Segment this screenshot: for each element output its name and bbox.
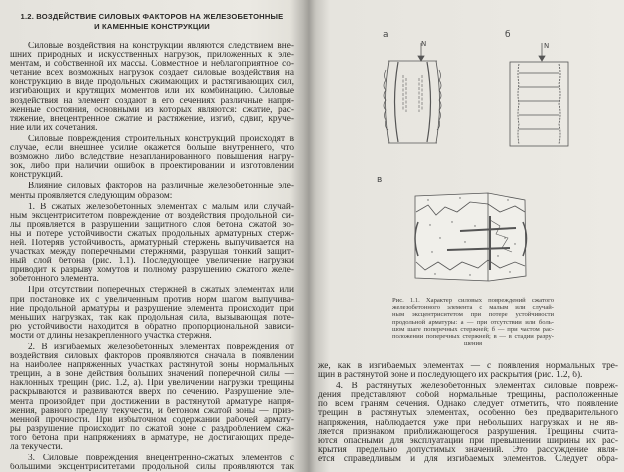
text-line: на наиболее напряженных участках растянутой зоны нормальных bbox=[10, 361, 294, 371]
text-line: менты проявляется следующим образом: bbox=[10, 191, 173, 201]
figure-drawings bbox=[320, 0, 620, 300]
text-line: возможно либо вследствие незапланированного повышения нагру- bbox=[10, 153, 294, 163]
paragraph bbox=[10, 286, 294, 341]
text-line: зобетонного элемента. bbox=[10, 275, 99, 285]
drawing-v-failure-stage bbox=[415, 193, 527, 281]
force-label-a: N bbox=[421, 40, 427, 48]
text-line: же, как в изгибаемых элементах — с появления нормальных тре- bbox=[318, 362, 618, 371]
text-line: дения представляют собой нормальные трещины, расположенные bbox=[318, 391, 618, 401]
text-line: При отсутствии поперечных стержней в сжатых элементах или bbox=[28, 286, 294, 296]
text-line: ние продольной арматуры и разрушение элемента происходит при bbox=[10, 304, 294, 314]
text-line: ментам, и собственной их массы. Совместное и неблагоприятное со- bbox=[10, 60, 294, 70]
text-line: рю устойчивости находится в обратно пропорциональной зависи- bbox=[10, 322, 294, 332]
text-line: жения, равного пределу текучести, и бетоном сжатой зоны — приз- bbox=[10, 406, 294, 416]
text-line: приводит к разрыву хомутов и полному разрушению сжатого желе- bbox=[10, 266, 294, 276]
text-line: зок, либо при наличии ошибок в проектировании и изготовлении bbox=[10, 162, 294, 172]
text-line: конструкций. bbox=[10, 171, 63, 181]
drawing-b-column-with-ties bbox=[510, 43, 568, 146]
figure-label-v: в bbox=[377, 175, 383, 185]
text-line: крытия предельно допустимых значений. Это рассуждение явля- bbox=[318, 445, 618, 455]
paragraph bbox=[10, 42, 294, 133]
left-page bbox=[10, 12, 294, 472]
text-line: конструкцию в виде продольных сжимающих и растягивающих сил, bbox=[10, 78, 294, 88]
text-line: ется справедливым и для изгибаемых элементов. Следует обра- bbox=[318, 454, 618, 464]
text-line: участках между поперечными стержнями, разрушая тонкий защит- bbox=[10, 248, 294, 258]
text-line: ный слой бетона (рис. 1.1). Последующее увеличение нагрузки bbox=[10, 257, 294, 267]
text-line: лы проявляется в разрушении защитного слоя бетона сжатой зо- bbox=[10, 220, 294, 230]
text-line: по всем граням сечения. Однако следует отметить, что появление bbox=[318, 400, 618, 410]
text-line: случае, если внешнее усилие окажется больше внутреннего, что bbox=[10, 144, 294, 154]
paragraph bbox=[10, 203, 294, 285]
caption-line: положении поперечных стержней; в — в стадии разру- bbox=[392, 332, 554, 340]
text-line: ры разрушение происходит по сжатой зоне с раздроблением сжа- bbox=[10, 424, 294, 434]
paragraph bbox=[10, 135, 294, 180]
force-label-b: N bbox=[544, 42, 550, 50]
text-line: женные состояния, основными из которых являются: сжатие, рас- bbox=[10, 105, 294, 115]
caption-line: ным эксцентриситетом при потере устойчивости bbox=[392, 311, 554, 319]
text-line: щин в растянутой зоне и последующего их раскрытия (рис. 1.2, б). bbox=[318, 371, 583, 381]
paragraph bbox=[10, 343, 294, 452]
figure-label-a: а bbox=[383, 30, 389, 40]
text-line: мости от длины незакрепленного участка стержня. bbox=[10, 331, 212, 341]
text-line: четание всех возможных нагрузок создает силовые воздействия на bbox=[10, 69, 294, 79]
text-line: воздействия силовых факторов проявляются сначала в появлении bbox=[10, 352, 294, 362]
text-line: большими эксцентриситетами продольной силы проявляются так bbox=[10, 463, 294, 472]
caption-line: Рис. 1.1. Характер силовых повреждений сжатого bbox=[392, 297, 554, 304]
text-line: раскрываются и развиваются вверх по сечению. Разрушение эле- bbox=[10, 388, 294, 398]
text-line: ла текучести. bbox=[10, 443, 63, 453]
text-line: меньших нагрузках, так как продольная сила, вызывающая поте- bbox=[10, 313, 294, 323]
section-title-line: 1.2. ВОЗДЕЙСТВИЕ СИЛОВЫХ ФАКТОРОВ НА ЖЕЛЕЗОБЕТОННЫЕ bbox=[20, 12, 284, 21]
text-line: ны и потере устойчивости сжатых продольных арматурных стерж- bbox=[10, 229, 294, 239]
caption-line: шения bbox=[463, 340, 483, 348]
text-line: 3. Силовые повреждения внецентренно-сжатых элементов с bbox=[28, 454, 294, 464]
figure-label-b: б bbox=[505, 30, 511, 40]
section-title bbox=[10, 12, 294, 32]
text-line: того бетона при напряжениях в арматуре, не достигающих преде- bbox=[10, 433, 294, 443]
text-line: шних природных и искусственных нагрузок, приложенных к эле- bbox=[10, 51, 294, 61]
caption-line: железобетонного элемента с малым или случай- bbox=[392, 304, 554, 312]
text-line: 2. В изгибаемых железобетонных элементах повреждения от bbox=[28, 343, 294, 352]
text-line: тяжение, внецентренное сжатие и растяжение, изгиб, сдвиг, круче- bbox=[10, 114, 294, 124]
text-line: ляется признаком приближающегося разрушения. Трещины счита- bbox=[318, 427, 618, 437]
section-title-line: И КАМЕННЫЕ КОНСТРУКЦИИ bbox=[94, 22, 210, 31]
text-line: ются опасными для эксплуатации при превышении ширины их рас- bbox=[318, 436, 618, 446]
paragraph bbox=[10, 182, 294, 200]
paragraph bbox=[318, 382, 618, 464]
paragraph bbox=[10, 454, 294, 472]
text-line: Силовые повреждения строительных конструкций происходят в bbox=[28, 134, 294, 144]
text-line: мента произойдет при достижении в растянутой арматуре напря- bbox=[10, 397, 294, 407]
text-line: менной прочности. При избыточном содержании рабочей армату- bbox=[10, 415, 294, 425]
text-line: напряжения, наблюдается уже при небольших нагрузках и не яв- bbox=[318, 418, 618, 428]
text-line: наклонных трещин (рис. 1.2, а). При увеличении нагрузки трещины bbox=[10, 379, 294, 389]
text-line: трещин в растянутых элементах, особенно без предварительного bbox=[318, 409, 618, 419]
text-line: изгибающих и крутящих моментов или их комбинацию. Силовые bbox=[10, 87, 294, 97]
text-line: Влияние силовых факторов на различные железобетонные эле- bbox=[28, 182, 294, 192]
left-body-text bbox=[10, 42, 294, 472]
figure-caption bbox=[392, 297, 554, 347]
text-line: ние или их сочетания. bbox=[10, 123, 98, 133]
text-line: ным эксцентриситетом повреждение от воздействия продольной си- bbox=[10, 211, 294, 221]
text-line: ней. Потеряв устойчивость, арматурный стержень выпучивается на bbox=[10, 238, 294, 248]
drawing-a-buckled-column bbox=[384, 43, 441, 143]
caption-line: шом шаге поперечных стержней; б — при частом рас- bbox=[392, 325, 554, 333]
text-line: при постановке их с увеличенным против норм шагом выпучива- bbox=[10, 295, 294, 305]
text-line: 1. В сжатых железобетонных элементах с малым или случай- bbox=[28, 202, 294, 212]
text-line: трещин, а в зоне действия больших значений поперечной силы — bbox=[10, 370, 294, 380]
right-body-text bbox=[318, 360, 618, 464]
text-line: Силовые воздействия на конструкции являются следствием вне- bbox=[28, 42, 294, 51]
caption-line: продольной арматуры: а — при отсутствии или боль- bbox=[392, 318, 554, 326]
text-line: воздействия на элемент создают в его сечениях различные напря- bbox=[10, 96, 294, 106]
text-line: 4. В растянутых железобетонных элементах силовые повреж- bbox=[336, 382, 618, 392]
paragraph bbox=[318, 362, 618, 380]
